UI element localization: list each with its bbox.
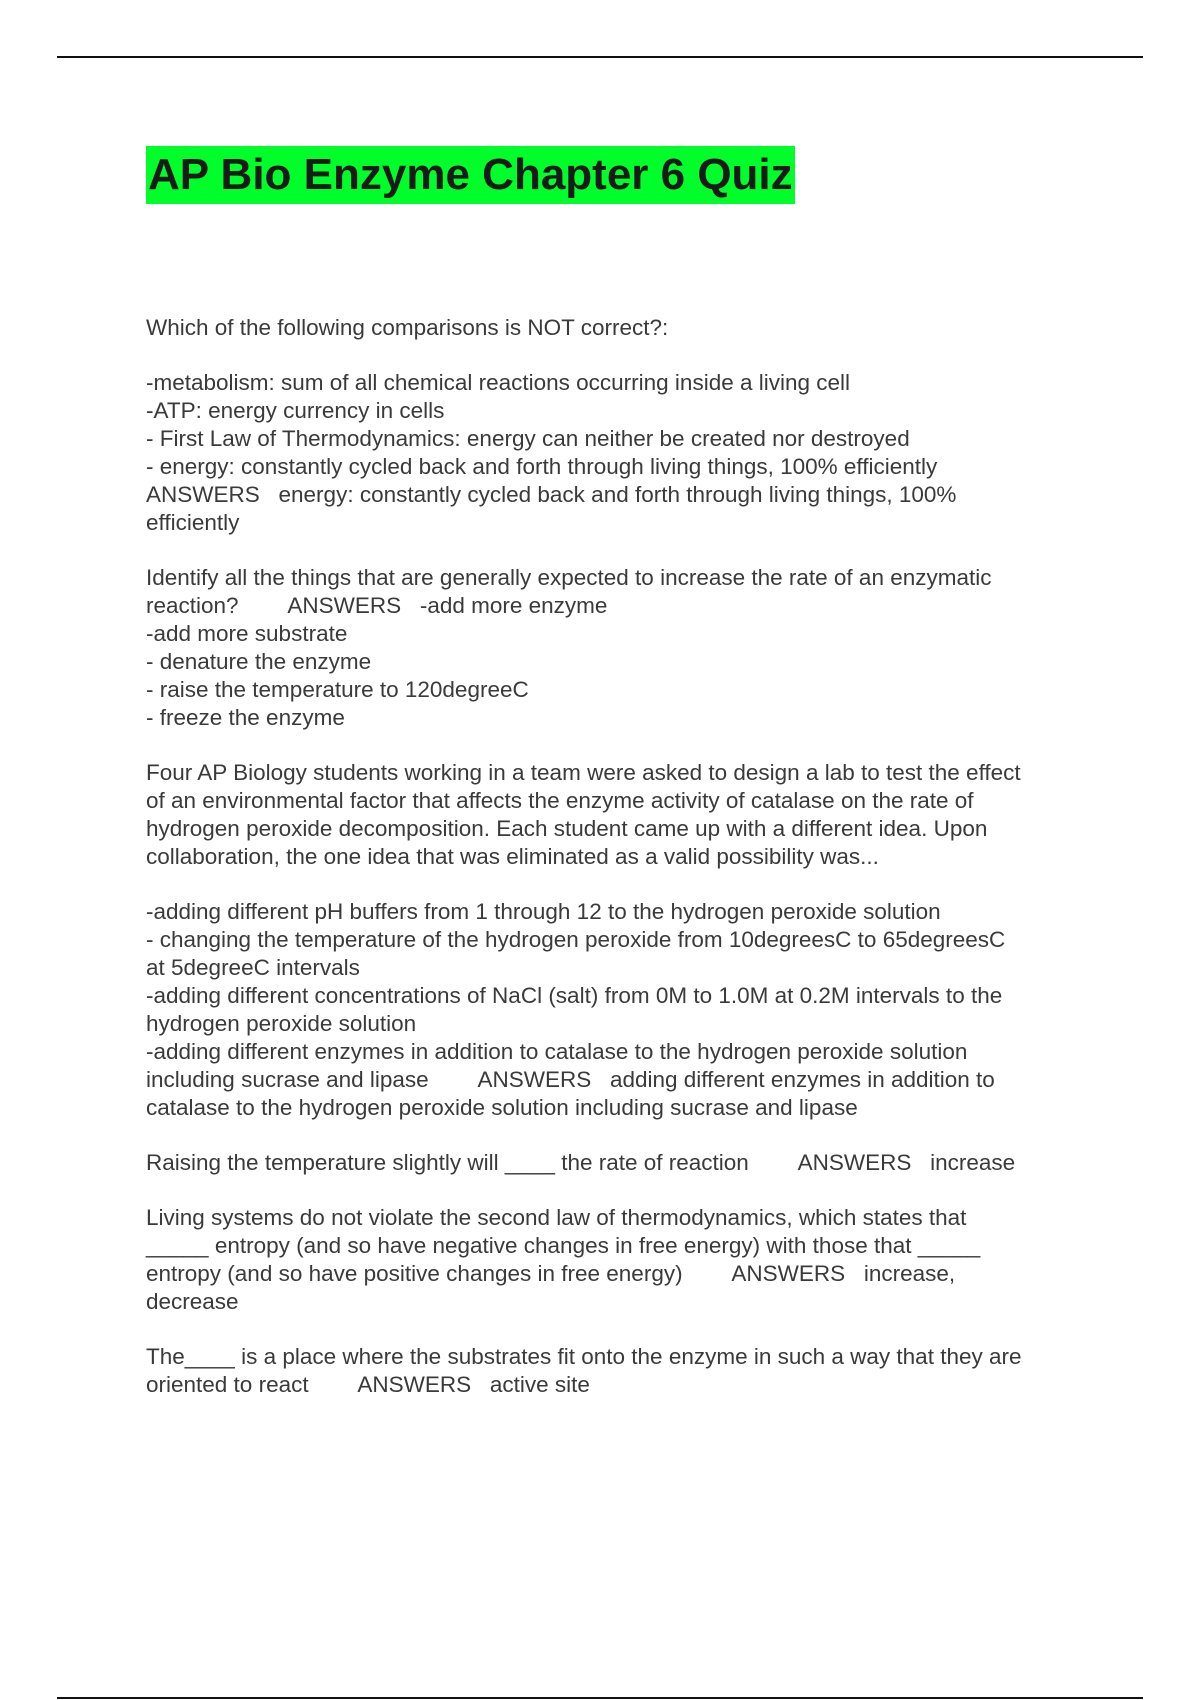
question-line: Identify all the things that are generally expected to increase the rate of an enzymatic [146, 565, 992, 590]
question-line: -adding different pH buffers from 1 through 12 to the hydrogen peroxide solution [146, 899, 941, 924]
question-line: -adding different enzymes in addition to catalase to the hydrogen peroxide solution [146, 1039, 968, 1064]
paragraph-gap [146, 871, 1106, 898]
answer-line: - raise the temperature to 120degreeC [146, 677, 529, 702]
question-line: - First Law of Thermodynamics: energy can neither be created nor destroyed [146, 426, 910, 451]
document-title: AP Bio Enzyme Chapter 6 Quiz [146, 146, 795, 204]
answer-line: efficiently [146, 510, 240, 535]
question-line: hydrogen peroxide decomposition. Each student came up with a different idea. Upon [146, 816, 988, 841]
question-line: -metabolism: sum of all chemical reactions occurring inside a living cell [146, 370, 851, 395]
document-page [146, 146, 1106, 1426]
question-block [146, 759, 1106, 1122]
answer-line: reaction? ANSWERS -add more enzyme [146, 593, 608, 618]
answer-line: - freeze the enzyme [146, 705, 345, 730]
question-line: Four AP Biology students working in a team were asked to design a lab to test the effect [146, 760, 1021, 785]
question-block [146, 564, 1106, 732]
question-line: _____ entropy (and so have negative changes in free energy) with those that _____ [146, 1233, 981, 1258]
top-rule [57, 56, 1143, 58]
question-block [146, 1343, 1106, 1399]
question-line: The____ is a place where the substrates fit onto the enzyme in such a way that they are [146, 1344, 1022, 1369]
question-block [146, 1149, 1106, 1177]
question-line: - energy: constantly cycled back and forth through living things, 100% efficiently [146, 454, 938, 479]
question-line: -adding different concentrations of NaCl (salt) from 0M to 1.0M at 0.2M intervals to the [146, 983, 1003, 1008]
question-line: of an environmental factor that affects the enzyme activity of catalase on the rate of [146, 788, 974, 813]
answer-line: oriented to react ANSWERS active site [146, 1372, 590, 1397]
question-list [146, 314, 1106, 1399]
question-line: -ATP: energy currency in cells [146, 398, 445, 423]
paragraph-gap [146, 342, 1106, 369]
question-line: at 5degreeC intervals [146, 955, 360, 980]
answer-line: including sucrase and lipase ANSWERS adding different enzymes in addition to [146, 1067, 995, 1092]
question-line: Which of the following comparisons is NOT correct?: [146, 315, 669, 340]
answer-line: -add more substrate [146, 621, 348, 646]
answer-line: catalase to the hydrogen peroxide solution including sucrase and lipase [146, 1095, 858, 1120]
question-line: collaboration, the one idea that was eliminated as a valid possibility was... [146, 844, 879, 869]
question-block [146, 1204, 1106, 1316]
question-line: hydrogen peroxide solution [146, 1011, 417, 1036]
answer-line: ANSWERS energy: constantly cycled back and forth through living things, 100% [146, 482, 957, 507]
answer-line: Raising the temperature slightly will ____ the rate of reaction ANSWERS increase [146, 1150, 1016, 1175]
answer-line: entropy (and so have positive changes in free energy) ANSWERS increase, [146, 1261, 956, 1286]
question-block [146, 314, 1106, 537]
answer-line: decrease [146, 1289, 239, 1314]
question-line: - changing the temperature of the hydrogen peroxide from 10degreesC to 65degreesC [146, 927, 1006, 952]
answer-line: - denature the enzyme [146, 649, 372, 674]
bottom-rule [57, 1697, 1143, 1699]
question-line: Living systems do not violate the second law of thermodynamics, which states that [146, 1205, 967, 1230]
